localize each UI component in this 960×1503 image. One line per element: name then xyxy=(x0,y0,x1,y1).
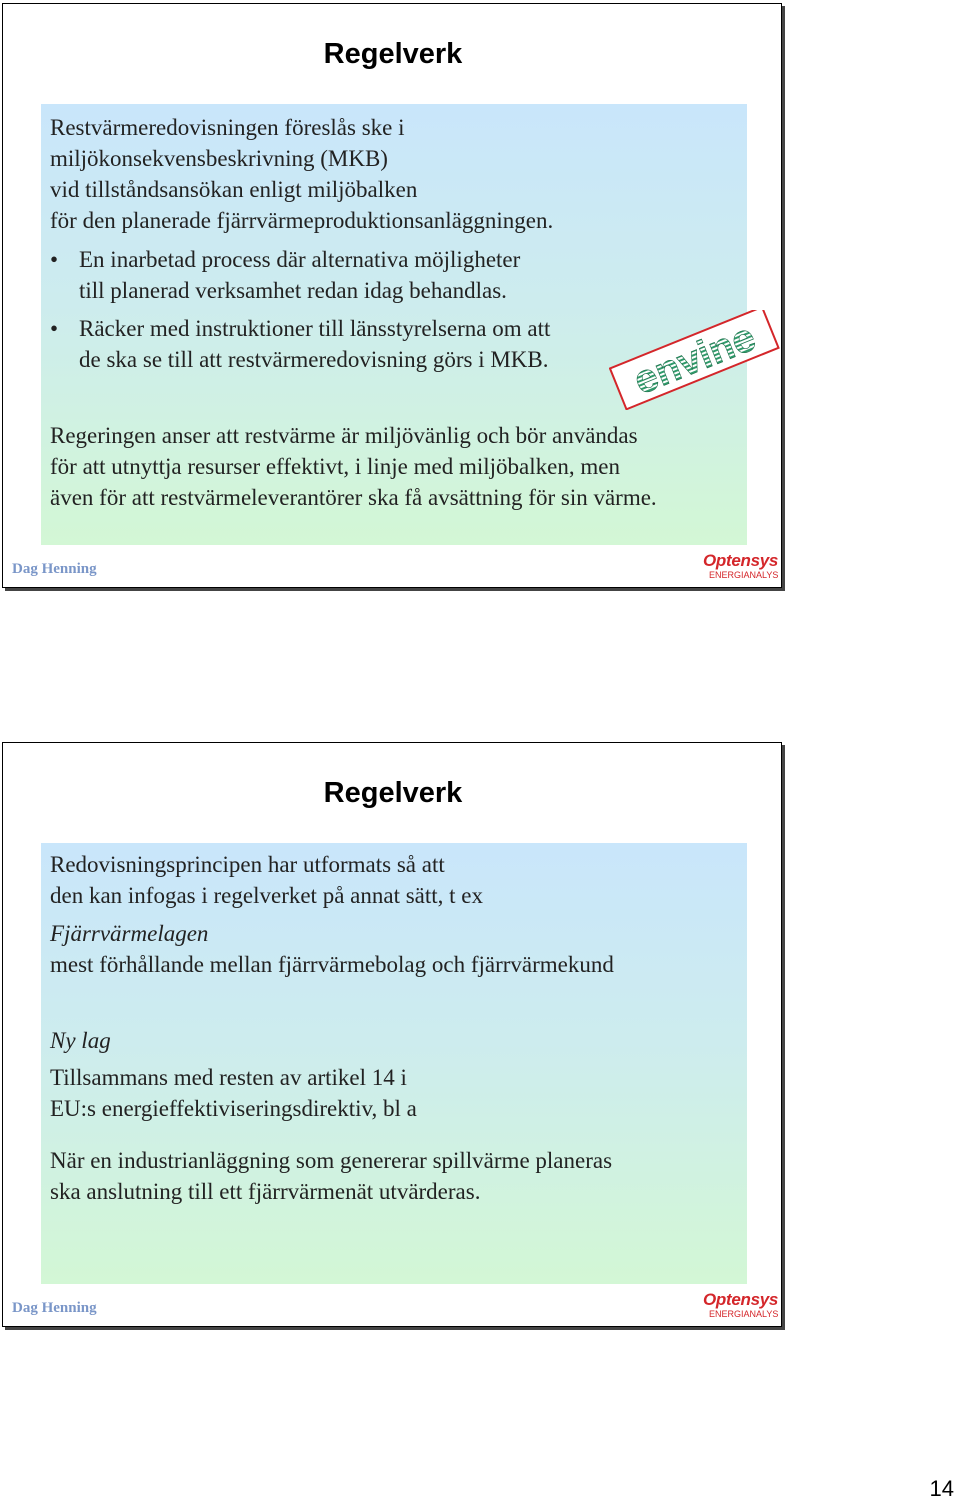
envine-stamp-logo xyxy=(609,310,781,410)
intro-line: Restvärmeredovisningen föreslås ske i xyxy=(50,115,405,140)
slide-1 xyxy=(2,3,782,588)
logo-subtitle: ENERGIANALYS xyxy=(709,570,779,580)
body-line: EU:s energieffektiviseringsdirektiv, bl a xyxy=(50,1096,417,1121)
intro-line: vid tillståndsansökan enligt miljöbalken xyxy=(50,177,418,202)
law-name: Ny lag xyxy=(50,1028,111,1053)
body-line: När en industrianläggning som genererar spillvärme planeras xyxy=(50,1148,613,1173)
logo-subtitle: ENERGIANALYS xyxy=(709,1309,779,1319)
slide-title: Regelverk xyxy=(323,777,463,809)
body-line: ska anslutning till ett fjärrvärmenät utvärderas. xyxy=(50,1179,481,1204)
body-line: Redovisningsprincipen har utformats så att xyxy=(50,852,445,877)
body-line: Tillsammans med resten av artikel 14 i xyxy=(50,1065,407,1090)
intro-line: för den planerade fjärrvärmeproduktionsanläggningen. xyxy=(50,208,554,233)
bullet-icon: • xyxy=(50,247,59,272)
body-line: den kan infogas i regelverket på annat sätt, t ex xyxy=(50,883,484,908)
closing-line: för att utnyttja resurser effektivt, i linje med miljöbalken, men xyxy=(50,454,620,479)
logo-name: Optensys xyxy=(703,551,779,570)
optensys-logo xyxy=(703,552,779,580)
logo-name: Optensys xyxy=(703,1290,779,1309)
closing-line: Regeringen anser att restvärme är miljövänlig och bör användas xyxy=(50,423,638,448)
bullet-line: till planerad verksamhet redan idag behandlas. xyxy=(79,278,507,303)
closing-line: även för att restvärmeleverantörer ska få avsättning för sin värme. xyxy=(50,485,657,510)
author-name: Dag Henning xyxy=(12,1300,97,1316)
page-number: 14 xyxy=(929,1476,954,1501)
bullet-line: En inarbetad process där alternativa möjligheter xyxy=(79,247,521,272)
bullet-line: de ska se till att restvärmeredovisning görs i MKB. xyxy=(79,347,549,372)
optensys-logo xyxy=(703,1291,779,1319)
bullet-icon: • xyxy=(50,316,59,341)
content-panel xyxy=(41,843,747,1284)
svg-text:envine: envine xyxy=(627,314,762,404)
bullet-line: Räcker med instruktioner till länsstyrelserna om att xyxy=(79,316,551,341)
slide-title: Regelverk xyxy=(323,38,463,70)
slide-2 xyxy=(2,742,782,1327)
author-name: Dag Henning xyxy=(12,561,97,577)
intro-line: miljökonsekvensbeskrivning (MKB) xyxy=(50,146,388,171)
body-line: mest förhållande mellan fjärrvärmebolag och fjärrvärmekund xyxy=(50,952,614,977)
law-name: Fjärrvärmelagen xyxy=(50,921,209,946)
